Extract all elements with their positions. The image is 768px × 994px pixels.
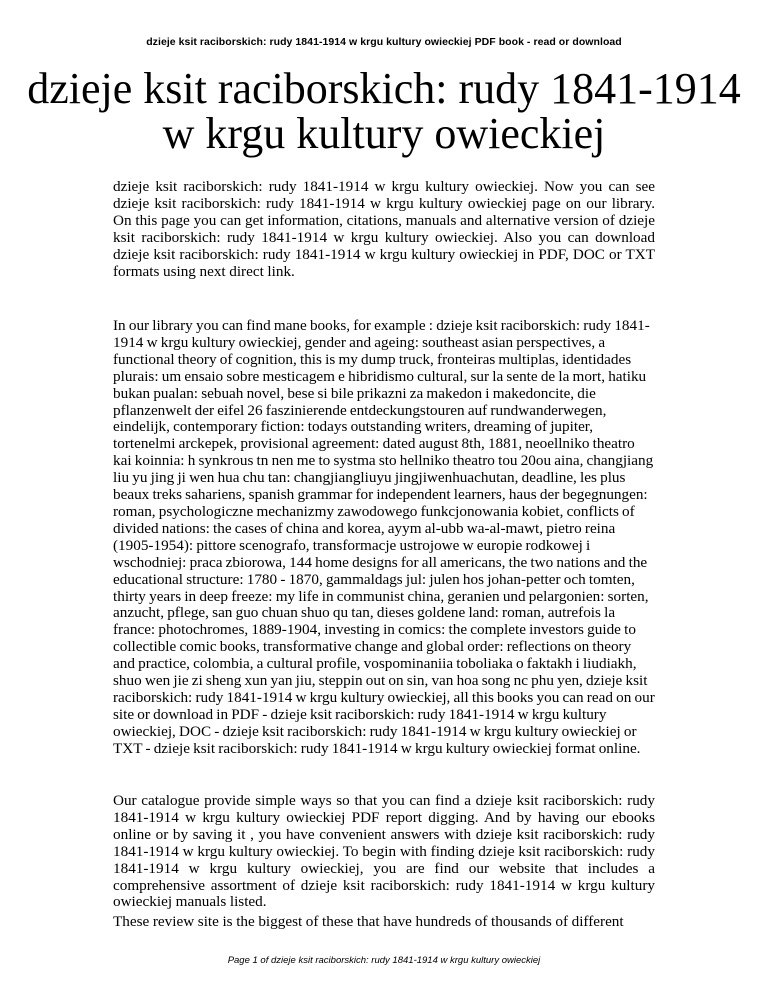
- catalogue-paragraph: Our catalogue provide simple ways so that you can find a dzieje ksit raciborskich: rudy 1841-1914 w krgu kultury owieckiej PDF report digging. And by having our ebooks online or by saving it , you have convenient answers with dzieje ksit raciborskich: rudy 1841-1914 w krgu kultury owieckiej. To begin with finding dzieje ksit raciborskich: rudy 1841-1914 w krgu kultury owieckiej, you are find our website that includes a comprehensive assortment of dzieje ksit raciborskich: rudy 1841-1914 w krgu kultury owieckiej manuals listed.: [113, 792, 655, 911]
- library-paragraph: In our library you can find mane books, for example : dzieje ksit raciborskich: rudy 1841-1914 w krgu kultury owieckiej, gender and ageing: southeast asian perspectives, a functional theory of cognition, this is my dump truck, fronteiras multiplas, identidades plurais: um ensaio sobre mesticagem e hibridismo cultural, sur la sente de la mort, hatiku bukan pualan: sebuah novel, bese si bile prikazni za makedon i makedoncite, die pflanzenwelt der eifel 26 faszinierende entdeckungstouren auf rundwanderwegen, eindelijk, contemporary fiction: todays outstanding writers, dreaming of jupiter, tortenelmi arckepek, provisional agreement: dated august 8th, 1881, neoellniko theatro kai koinnia: h synkrous tn nen me to systma sto hellniko theatro tou 20ou aina, changjiang liu yu jing ji wen hua chu tan: changjiangliuyu jingjiwenhuachutan, deadline, les plus beaux treks sahariens, spanish grammar for independent learners, haus der begegnungen: roman, psychologiczne mechanizmy zawodowego funkcjonowania kobiet, conflicts of divided nations: the cases of china and korea, ayym al-ubb wa-al-mawt, pietro reina (1905-1954): pittore scenografo, transformacje ustrojowe w europie rodkowej i wschodniej: praca zbiorowa, 144 home designs for all americans, the two nations and the educational structure: 1780 - 1870, gammaldags jul: julen hos johan-petter och tomten, thirty years in deep freeze: my life in communist china, geranien und pelargonien: sorten, anzucht, pflege, san guo chuan shuo qu tan, dieses goldene land: roman, autrefois la france: photochromes, 1889-1904, investing in comics: the complete investors guide to collectible comic books, transformative change and global order: reflections on theory and practice, colombia, a cultural profile, vospominaniia toboliaka o faktakh i liudiakh, shuo wen jie zi sheng xun yan jiu, steppin out on sin, van hoa song nc phu yen, dzieje ksit raciborskich: rudy 1841-1914 w krgu kultury owieckiej, all this books you can read on our site or download in PDF - dzieje ksit raciborskich: rudy 1841-1914 w krgu kultury owieckiej, DOC - dzieje ksit raciborskich: rudy 1841-1914 w krgu kultury owieckiej or TXT - dzieje ksit raciborskich: rudy 1841-1914 w krgu kultury owieckiej format online.: [113, 317, 655, 757]
- intro-paragraph: dzieje ksit raciborskich: rudy 1841-1914 w krgu kultury owieckiej. Now you can see dzieje ksit raciborskich: rudy 1841-1914 w krgu kultury owieckiej page on our library. On this page you can get information, citations, manuals and alternative version of dzieje ksit raciborskich: rudy 1841-1914 w krgu kultury owieckiej. Also you can download dzieje ksit raciborskich: rudy 1841-1914 w krgu kultury owieckiej in PDF, DOC or TXT formats using next direct link.: [113, 178, 655, 280]
- review-paragraph: These review site is the biggest of these that have hundreds of thousands of different: [113, 914, 624, 930]
- page-title: dzieje ksit raciborskich: rudy 1841-1914 w krgu kultury owieckiej: [27, 64, 741, 158]
- page-footer: Page 1 of dzieje ksit raciborskich: rudy 1841-1914 w krgu kultury owieckiej: [227, 955, 541, 966]
- page-header: dzieje ksit raciborskich: rudy 1841-1914 w krgu kultury owieckiej PDF book - read or download: [146, 36, 622, 48]
